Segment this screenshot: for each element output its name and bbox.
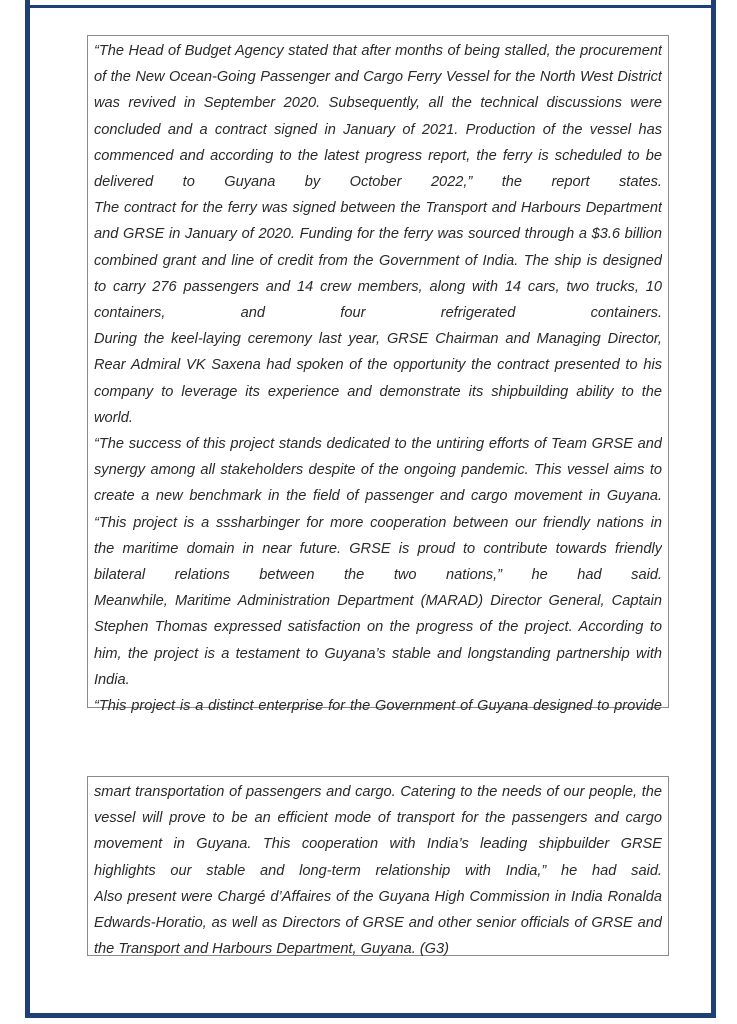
text-line: “The success of this project stands dedicated to the untiring efforts of Team GRSE and bbox=[94, 436, 662, 453]
text-line: him, the project is a testament to Guyana’s stable and longstanding partnership with bbox=[94, 645, 662, 662]
page-top-bar bbox=[25, 0, 716, 8]
text-line: vessel will prove to be an efficient mode of transport for the passengers and cargo bbox=[94, 810, 662, 827]
text-line: India. bbox=[94, 671, 130, 688]
article-text-box-1 bbox=[87, 35, 669, 715]
text-line: world. bbox=[94, 409, 133, 426]
text-line: synergy among all stakeholders despite of the ongoing pandemic. This vessel aims to bbox=[94, 462, 662, 479]
article-text-box-2 bbox=[87, 776, 669, 956]
text-line: “The Head of Budget Agency stated that after months of being stalled, the procurement bbox=[94, 43, 662, 59]
text-line: Meanwhile, Maritime Administration Department (MARAD) Director General, Captain bbox=[94, 593, 662, 610]
text-line: company to leverage its experience and demonstrate its shipbuilding ability to the bbox=[94, 383, 662, 400]
text-line: “This project is a distinct enterprise for the Government of Guyana designed to provide bbox=[94, 698, 662, 715]
text-line: of the New Ocean-Going Passenger and Cargo Ferry Vessel for the North West District bbox=[94, 69, 662, 86]
text-line: “This project is a sssharbinger for more cooperation between our friendly nations in bbox=[94, 514, 662, 531]
text-line: Also present were Chargé d’Affaires of the Guyana High Commission in India Ronalda bbox=[94, 888, 662, 905]
text-line: bilateral relations between the two nations,” he had said. bbox=[94, 567, 662, 584]
text-line: concluded and a contract signed in January of 2021. Production of the vessel has bbox=[94, 121, 662, 138]
text-line: The contract for the ferry was signed between the Transport and Harbours Department bbox=[94, 200, 662, 217]
text-line: smart transportation of passengers and cargo. Catering to the needs of our people, the bbox=[94, 784, 662, 800]
text-line: the maritime domain in near future. GRSE is proud to contribute towards friendly bbox=[94, 540, 662, 557]
text-line: combined grant and line of credit from the Government of India. The ship is designed bbox=[94, 252, 662, 269]
text-line: the Transport and Harbours Department, Guyana. (G3) bbox=[94, 941, 450, 958]
text-line: movement in Guyana. This cooperation with India’s leading shipbuilder GRSE bbox=[94, 836, 662, 853]
text-line: During the keel-laying ceremony last year, GRSE Chairman and Managing Director, bbox=[94, 331, 662, 348]
text-line: Stephen Thomas expressed satisfaction on the progress of the project. According to bbox=[94, 619, 662, 636]
text-line: highlights our stable and long-term relationship with India,” he had said. bbox=[94, 862, 662, 879]
text-line: Rear Admiral VK Saxena had spoken of the opportunity the contract presented to his bbox=[94, 357, 662, 374]
text-line: to carry 276 passengers and 14 crew members, along with 14 cars, two trucks, 10 bbox=[94, 278, 662, 295]
text-line: commenced and according to the latest progress report, the ferry is scheduled to be bbox=[94, 147, 662, 164]
text-line: containers, and four refrigerated containers. bbox=[94, 305, 662, 322]
text-line: was revived in September 2020. Subsequently, all the technical discussions were bbox=[94, 95, 662, 112]
text-line: Edwards-Horatio, as well as Directors of GRSE and other senior officials of GRSE and bbox=[94, 915, 662, 932]
text-line: delivered to Guyana by October 2022,” the report states. bbox=[94, 174, 662, 191]
text-line: create a new benchmark in the field of passenger and cargo movement in Guyana. bbox=[94, 488, 662, 505]
text-line: and GRSE in January of 2020. Funding for the ferry was sourced through a $3.6 billion bbox=[94, 226, 662, 243]
